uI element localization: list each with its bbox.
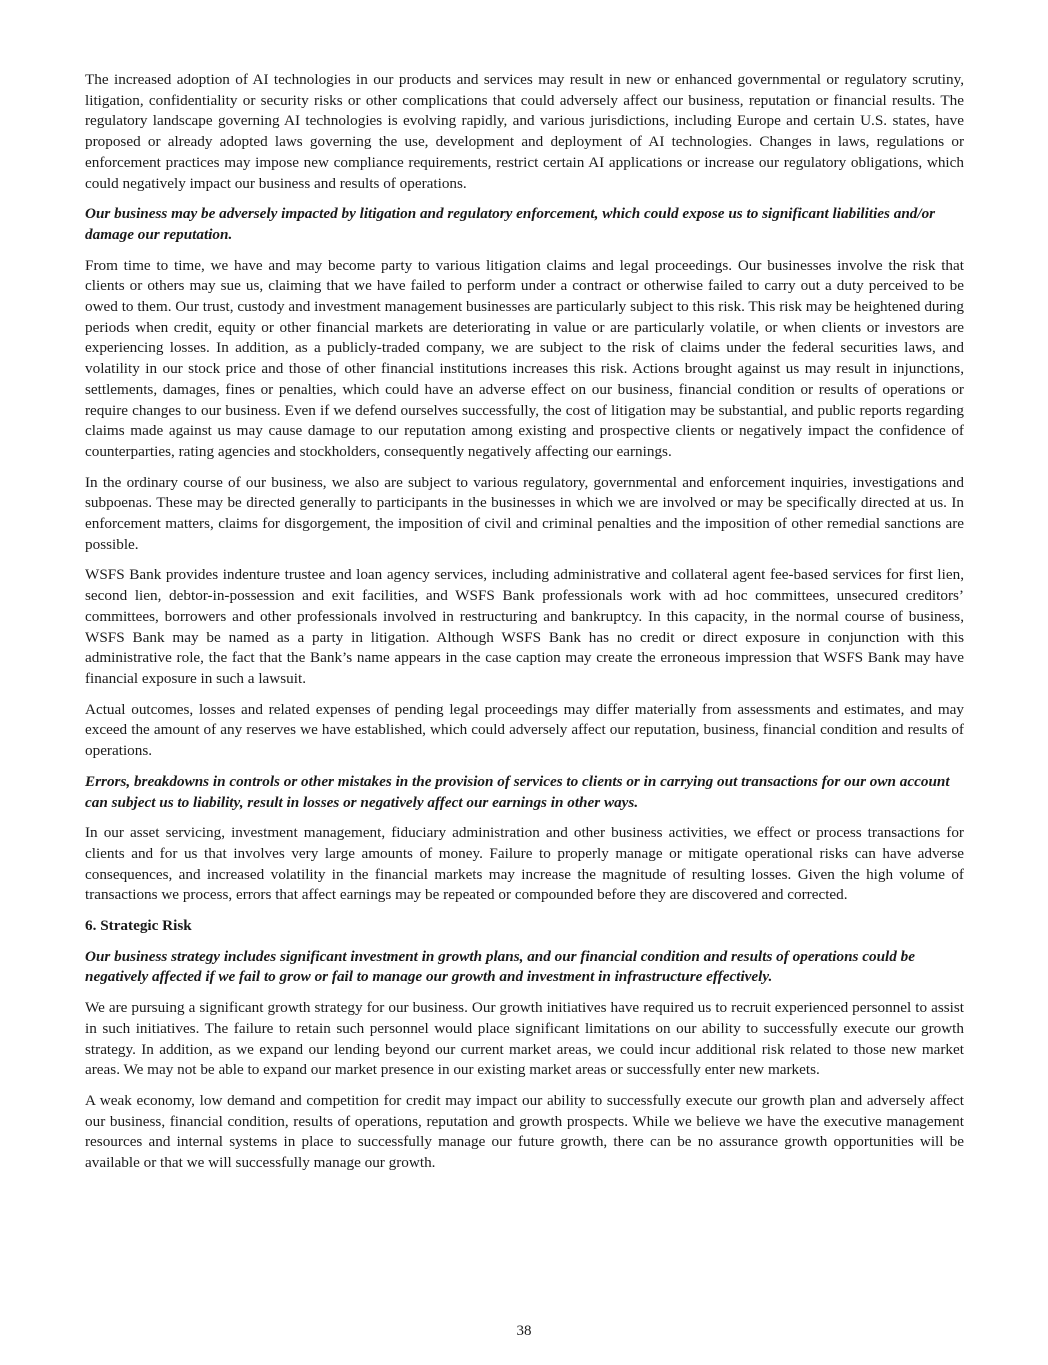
paragraph-litigation-claims: From time to time, we have and may become party to various litigation claims and legal proceedings. Our businesses involve the risk that clients or others may sue us, claiming that we have failed to perform under a contract or otherwise failed to carry out a duty perceived to be owed to them. Our trust, custody and investment management businesses are particularly subject to this risk. This risk may be heightened during periods when credit, equity or other financial markets are deteriorating in value or are particularly volatile, or when clients or investors are experiencing losses. In addition, as a publicly-traded company, we are subject to the risk of claims under the federal securities laws, and volatility in our stock price and those of other financial institutions increases this risk. Actions brought against us may result in injunctions, settlements, damages, fines or penalties, which could have an adverse effect on our business, financial condition or results of operations or require changes to our business. Even if we defend ourselves successfully, the cost of litigation may be substantial, and public reports regarding claims made against us may cause damage to our reputation among existing and prospective clients or negatively impact the confidence of counterparties, rating agencies and stockholders, consequently negatively affecting our earnings. (85, 256, 964, 460)
section-heading-strategic-risk: 6. Strategic Risk (85, 917, 192, 935)
page-number: 38 (516, 1323, 532, 1339)
paragraph-indenture-trustee: WSFS Bank provides indenture trustee and loan agency services, including administrative and collateral agent fee-based services for first lien, second lien, debtor-in-possession and exit facilities, and WSFS Bank professionals work with ad hoc committees, unsecured creditors’ committees, borrowers and other professionals involved in restructuring and bankruptcy. In this capacity, in the normal course of business, WSFS Bank may be named as a party in litigation. Although WSFS Bank has no credit or direct exposure in conjunction with this administrative role, the fact that the Bank’s name appears in the case caption may create the erroneous impression that WSFS Bank may have financial exposure in such a lawsuit. (85, 566, 964, 687)
paragraph-legal-outcomes: Actual outcomes, losses and related expenses of pending legal proceedings may differ materially from assessments and estimates, and may exceed the amount of any reserves we have established, which could adversely affect our reputation, business, financial condition and results of operations. (85, 700, 964, 760)
document-body (85, 70, 964, 1184)
paragraph-operational-risk: In our asset servicing, investment management, fiduciary administration and other business activities, we effect or process transactions for clients and for us that involves very large amounts of money. Failure to properly manage or mitigate operational risks can have adverse consequences, and increased volatility in the financial markets may increase the magnitude of resulting losses. Given the high volume of transactions we process, errors that affect earnings may be repeated or compounded before they are discovered and corrected. (85, 824, 964, 904)
paragraph-growth-strategy: We are pursuing a significant growth strategy for our business. Our growth initiatives have required us to recruit experienced personnel to assist in such initiatives. The failure to retain such personnel would place significant limitations on our ability to successfully execute our growth strategy. In addition, as we expand our lending beyond our current market areas, we could incur additional risk related to those new market areas. We may not be able to expand our market presence in our existing market areas or successfully enter new markets. (85, 999, 964, 1079)
paragraph-ai-regulation: The increased adoption of AI technologies in our products and services may result in new or enhanced governmental or regulatory scrutiny, litigation, confidentiality or security risks or other complications that could adversely affect our business, reputation or financial results. The regulatory landscape governing AI technologies is evolving rapidly, and various jurisdictions, including Europe and certain U.S. states, have proposed or already adopted laws governing the use, development and deployment of AI technologies. Changes in laws, regulations or enforcement practices may impose new compliance requirements, restrict certain AI applications or increase our regulatory obligations, which could negatively impact our business and results of operations. (85, 71, 964, 192)
heading-operational-errors: Errors, breakdowns in controls or other mistakes in the provision of services to clients or in carrying out transactions for our own account can subject us to liability, result in losses or negatively affect our earnings in other ways. (85, 772, 950, 811)
heading-litigation-risk: Our business may be adversely impacted by litigation and regulatory enforcement, which could expose us to significant liabilities and/or damage our reputation. (85, 205, 936, 243)
paragraph-regulatory-inquiries: In the ordinary course of our business, we also are subject to various regulatory, governmental and enforcement inquiries, investigations and subpoenas. These may be directed generally to participants in the businesses in which we are involved or may be specifically directed at us. In enforcement matters, claims for disgorgement, the imposition of civil and criminal penalties and the imposition of other remedial sanctions are possible. (85, 473, 964, 553)
heading-growth-strategy: Our business strategy includes significant investment in growth plans, and our financial condition and results of operations could be negatively affected if we fail to grow or fail to manage our growth and investment in infrastructure effectively. (85, 947, 915, 986)
paragraph-weak-economy: A weak economy, low demand and competition for credit may impact our ability to successfully execute our growth plan and adversely affect our business, financial condition, results of operations, reputation and growth prospects. While we believe we have the executive management resources and internal systems in place to successfully manage our future growth, there can be no assurance growth opportunities will be available or that we will successfully manage our growth. (85, 1091, 964, 1172)
